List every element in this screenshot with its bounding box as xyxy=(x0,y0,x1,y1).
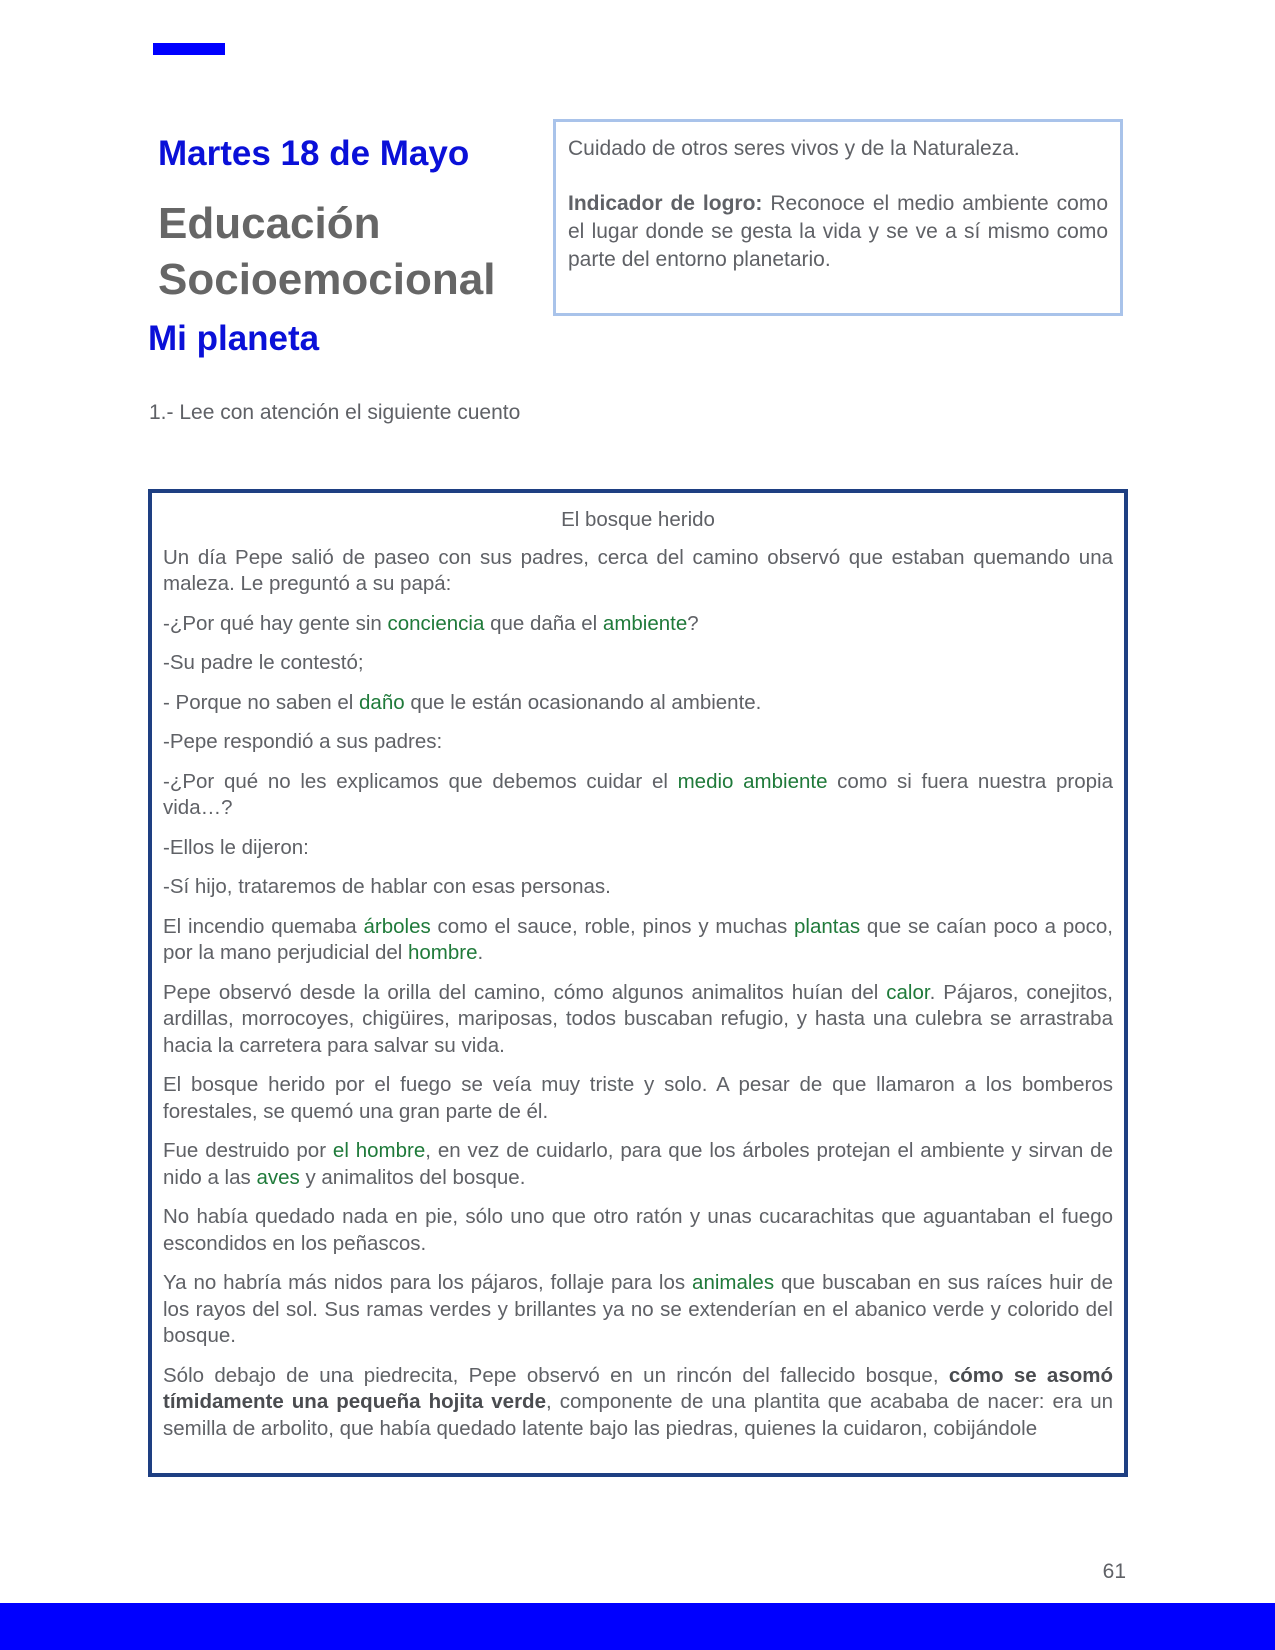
reading-instruction: 1.- Lee con atención el siguiente cuento xyxy=(149,401,521,424)
subject-title: Educación Socioemocional xyxy=(158,199,496,304)
highlighted-word: árboles xyxy=(363,914,431,938)
page-number: 61 xyxy=(1102,1560,1126,1583)
indicator-label: Indicador de logro: xyxy=(568,192,763,215)
indicator-theme: Cuidado de otros seres vivos y de la Naturaleza. xyxy=(568,137,1020,160)
story-paragraph xyxy=(163,729,1113,756)
story-text: y animalitos del bosque. xyxy=(299,1165,526,1189)
story-text: como si fuera nuestra propia vida…? xyxy=(163,769,1113,819)
story-text: . Pájaros, conejitos, ardillas, morrocoyes, chigüires, mariposas, todos buscaban refugio, y hasta una culebra se arrastraba hacia la carretera para salvar su vida. xyxy=(163,980,1113,1057)
story-text: El bosque herido por el fuego se veía muy triste y solo. A pesar de que llamaron a los bomberos forestales, se quemó una gran parte de él. xyxy=(163,1073,1113,1123)
story-text: que buscaban en sus raíces huir de los rayos del sol. Sus ramas verdes y brillantes ya no se extenderían en el abanico verde y colorido del bosque. xyxy=(163,1271,1113,1347)
story-text: -¿Por qué no les explicamos que debemos cuidar el xyxy=(163,769,678,793)
story-text: -Pepe respondió a sus padres: xyxy=(163,730,443,753)
story-text: Pepe observó desde la orilla del camino, cómo algunos animalitos huían del xyxy=(163,980,887,1004)
highlighted-word: hombre xyxy=(408,941,478,964)
story-body xyxy=(163,545,1113,1443)
highlighted-word: conciencia xyxy=(387,611,485,635)
story-text: -¿Por qué hay gente sin xyxy=(163,611,388,635)
story-text: que daña el xyxy=(484,611,603,635)
story-paragraph xyxy=(163,1270,1113,1350)
highlighted-word: calor xyxy=(886,980,930,1004)
achievement-indicator-box xyxy=(553,119,1123,316)
story-text: - Porque no saben el xyxy=(163,690,360,714)
story-text: Sólo debajo de una piedrecita, Pepe observó en un rincón del fallecido bosque, xyxy=(163,1363,949,1387)
highlighted-word: plantas xyxy=(794,914,861,938)
story-title: El bosque herido xyxy=(561,508,715,531)
story-paragraph xyxy=(163,1072,1113,1125)
story-text: , componente de una plantita que acababa de nacer: era un semilla de arbolito, que había quedado latente bajo las piedras, quienes la cuidaron, cobijándole xyxy=(163,1390,1113,1440)
lesson-date: Martes 18 de Mayo xyxy=(158,134,470,173)
story-text: que se caían poco a poco, por la mano perjudicial del xyxy=(163,914,1113,964)
story-paragraph xyxy=(163,611,1113,638)
story-text: -Ellos le dijeron: xyxy=(163,835,309,859)
story-paragraph xyxy=(163,769,1113,822)
story-text: ? xyxy=(687,611,699,635)
story-text: . xyxy=(477,941,484,964)
story-text: Un día Pepe salió de paseo con sus padres, cerca del camino observó que estaban quemando una maleza. Le preguntó a su papá: xyxy=(163,545,1113,595)
highlighted-word: animales xyxy=(692,1271,775,1294)
story-paragraph xyxy=(163,1138,1113,1191)
story-paragraph xyxy=(163,650,1113,677)
top-accent-bar xyxy=(153,43,225,55)
highlighted-word: aves xyxy=(256,1165,300,1189)
indicator-text: Reconoce el medio ambiente como el lugar donde se gesta la vida y se ve a sí mismo como parte del entorno planetario. xyxy=(568,192,1109,271)
story-text: , en vez de cuidarlo, para que los árboles protejan el ambiente y sirvan de nido a las xyxy=(163,1139,1113,1189)
story-paragraph xyxy=(163,1204,1113,1257)
topic-title: Mi planeta xyxy=(148,319,320,358)
story-paragraph xyxy=(163,914,1113,967)
indicator-text-block xyxy=(568,190,1108,274)
story-paragraph xyxy=(163,545,1113,598)
highlighted-word: daño xyxy=(359,690,405,714)
highlighted-word: el hombre xyxy=(332,1139,426,1162)
footer-bar xyxy=(0,1603,1275,1650)
story-box xyxy=(148,489,1128,1477)
story-text: -Su padre le contestó; xyxy=(163,651,364,674)
story-paragraph xyxy=(163,874,1113,901)
story-paragraph xyxy=(163,690,1113,717)
story-text: Ya no habría más nidos para los pájaros, follaje para los xyxy=(163,1271,693,1294)
story-text: como el sauce, roble, pinos y muchas xyxy=(430,914,795,938)
story-paragraph xyxy=(163,1363,1113,1443)
story-text: El incendio quemaba xyxy=(163,914,364,938)
bold-phrase: cómo se asomó tímidamente una pequeña hojita verde xyxy=(163,1363,1113,1413)
story-text: No había quedado nada en pie, sólo uno que otro ratón y unas cucarachitas que aguantaban el fuego escondidos en los peñascos. xyxy=(163,1205,1113,1255)
story-text: que le están ocasionando al ambiente. xyxy=(404,690,762,714)
story-text: Fue destruido por xyxy=(163,1139,333,1162)
story-text: -Sí hijo, trataremos de hablar con esas personas. xyxy=(163,875,611,898)
story-paragraph xyxy=(163,980,1113,1060)
highlighted-word: medio ambiente xyxy=(677,769,828,793)
highlighted-word: ambiente xyxy=(602,611,688,635)
story-paragraph xyxy=(163,835,1113,862)
